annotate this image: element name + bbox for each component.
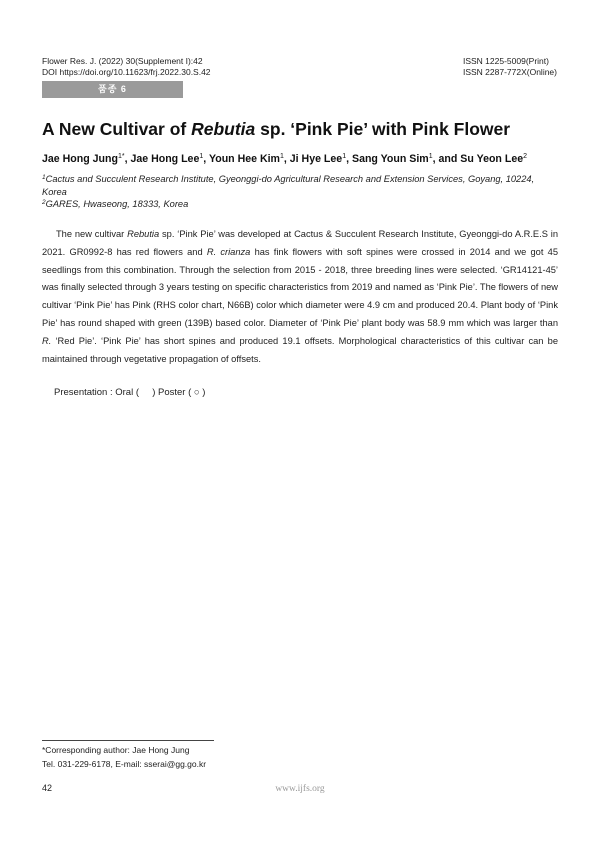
affiliation-text: GARES, Hwaseong, 18333, Korea — [45, 199, 189, 209]
abstract-text: ‘Red Pie’. ‘Pink Pie’ has short spines and produced 19.1 offsets. Morphological characteristics of this cultivar can be maintained through vegetative propagation of offsets. — [42, 335, 558, 364]
abstract-text: sp. ‘Pink Pie’ was developed at Cactus & Succulent Research Institute, Gyeonggi-do A.R.E.S in 2021. GR0992-8 has red flowers and — [42, 229, 558, 257]
paper-title — [42, 119, 510, 140]
title-part-2: sp. ‘Pink Pie’ with Pink Flower — [255, 119, 511, 139]
author-separator: , and — [432, 153, 461, 165]
author-separator: , — [203, 153, 209, 165]
issn-online: ISSN 2287-772X(Online) — [462, 67, 557, 77]
presentation-type: Presentation : Oral ( ) Poster ( ○ ) — [54, 387, 206, 398]
title-part-1: A New Cultivar of — [42, 119, 192, 139]
title-genus: Rebutia — [191, 119, 256, 139]
abstract-italic: Rebutia — [127, 229, 160, 239]
abstract-paragraph — [42, 226, 558, 368]
affiliation-sup: 1 — [42, 174, 46, 181]
author-name: Ji Hye Lee — [289, 153, 343, 165]
author-name: Jae Hong Jung — [42, 153, 118, 165]
author-sup: 1* — [117, 153, 125, 160]
abstract-italic: R. crianza — [206, 246, 251, 257]
abstract-italic: R. — [42, 335, 52, 346]
affiliation-sup: 2 — [42, 199, 46, 206]
author-list — [42, 153, 527, 165]
corresponding-author: *Corresponding author: Jae Hong Jung — [42, 745, 190, 755]
author-separator: , — [346, 153, 352, 165]
issn-header — [463, 56, 557, 78]
author-sup: 1 — [279, 153, 284, 160]
section-label: 품종 6 — [42, 81, 183, 98]
journal-website: www.ijfs.org — [275, 784, 325, 794]
author-sup: 1 — [428, 153, 433, 160]
author-name: Su Yeon Lee — [460, 153, 524, 165]
author-sup: 2 — [523, 153, 528, 160]
author-separator: , — [283, 153, 290, 165]
author-name: Jae Hong Lee — [130, 153, 200, 165]
affiliation-1 — [42, 171, 557, 199]
author-sup: 1 — [199, 153, 204, 160]
journal-header — [42, 56, 211, 78]
footnote-divider — [42, 740, 214, 741]
author-sup: 1 — [342, 153, 347, 160]
doi-line: DOI https://doi.org/10.11623/frj.2022.30.S.42 — [42, 67, 211, 77]
contact-info: Tel. 031-229-6178, E-mail: sserai@gg.go.kr — [42, 759, 207, 769]
affiliation-2 — [42, 196, 188, 211]
author-separator: , — [124, 153, 131, 165]
issn-print: ISSN 1225-5009(Print) — [462, 56, 549, 66]
abstract-text: The new cultivar — [56, 229, 128, 239]
author-name: Sang Youn Sim — [352, 153, 429, 165]
journal-citation: Flower Res. J. (2022) 30(Supplement I):42 — [42, 56, 203, 66]
author-name: Youn Hee Kim — [208, 153, 280, 165]
abstract-text: has fink flowers with soft spines were crossed in 2014 and we got 45 seedlings from this combination. Through the selection from 2015 - 2018, three breeding lines were selected. ‘GR14121-45’ was finally selected through 3 years testing on specific characteristics from 2019 and named as ‘Pink Pie’. The flowers of new cultivar ‘Pink Pie’ has Pink (RHS color chart, N66B) color which diameter were 4.9 cm and produced 20.4. Plant body of ‘Pink Pie’ has round shaped with green (139B) based color. Diameter of ‘Pink Pie’ plant body was 58.9 mm which was larger than — [42, 246, 558, 328]
affiliation-text: Cactus and Succulent Research Institute, Gyeonggi-do Agricultural Research and Extension Services, Goyang, 10224, Korea — [42, 174, 535, 197]
page-number: 42 — [42, 783, 53, 793]
